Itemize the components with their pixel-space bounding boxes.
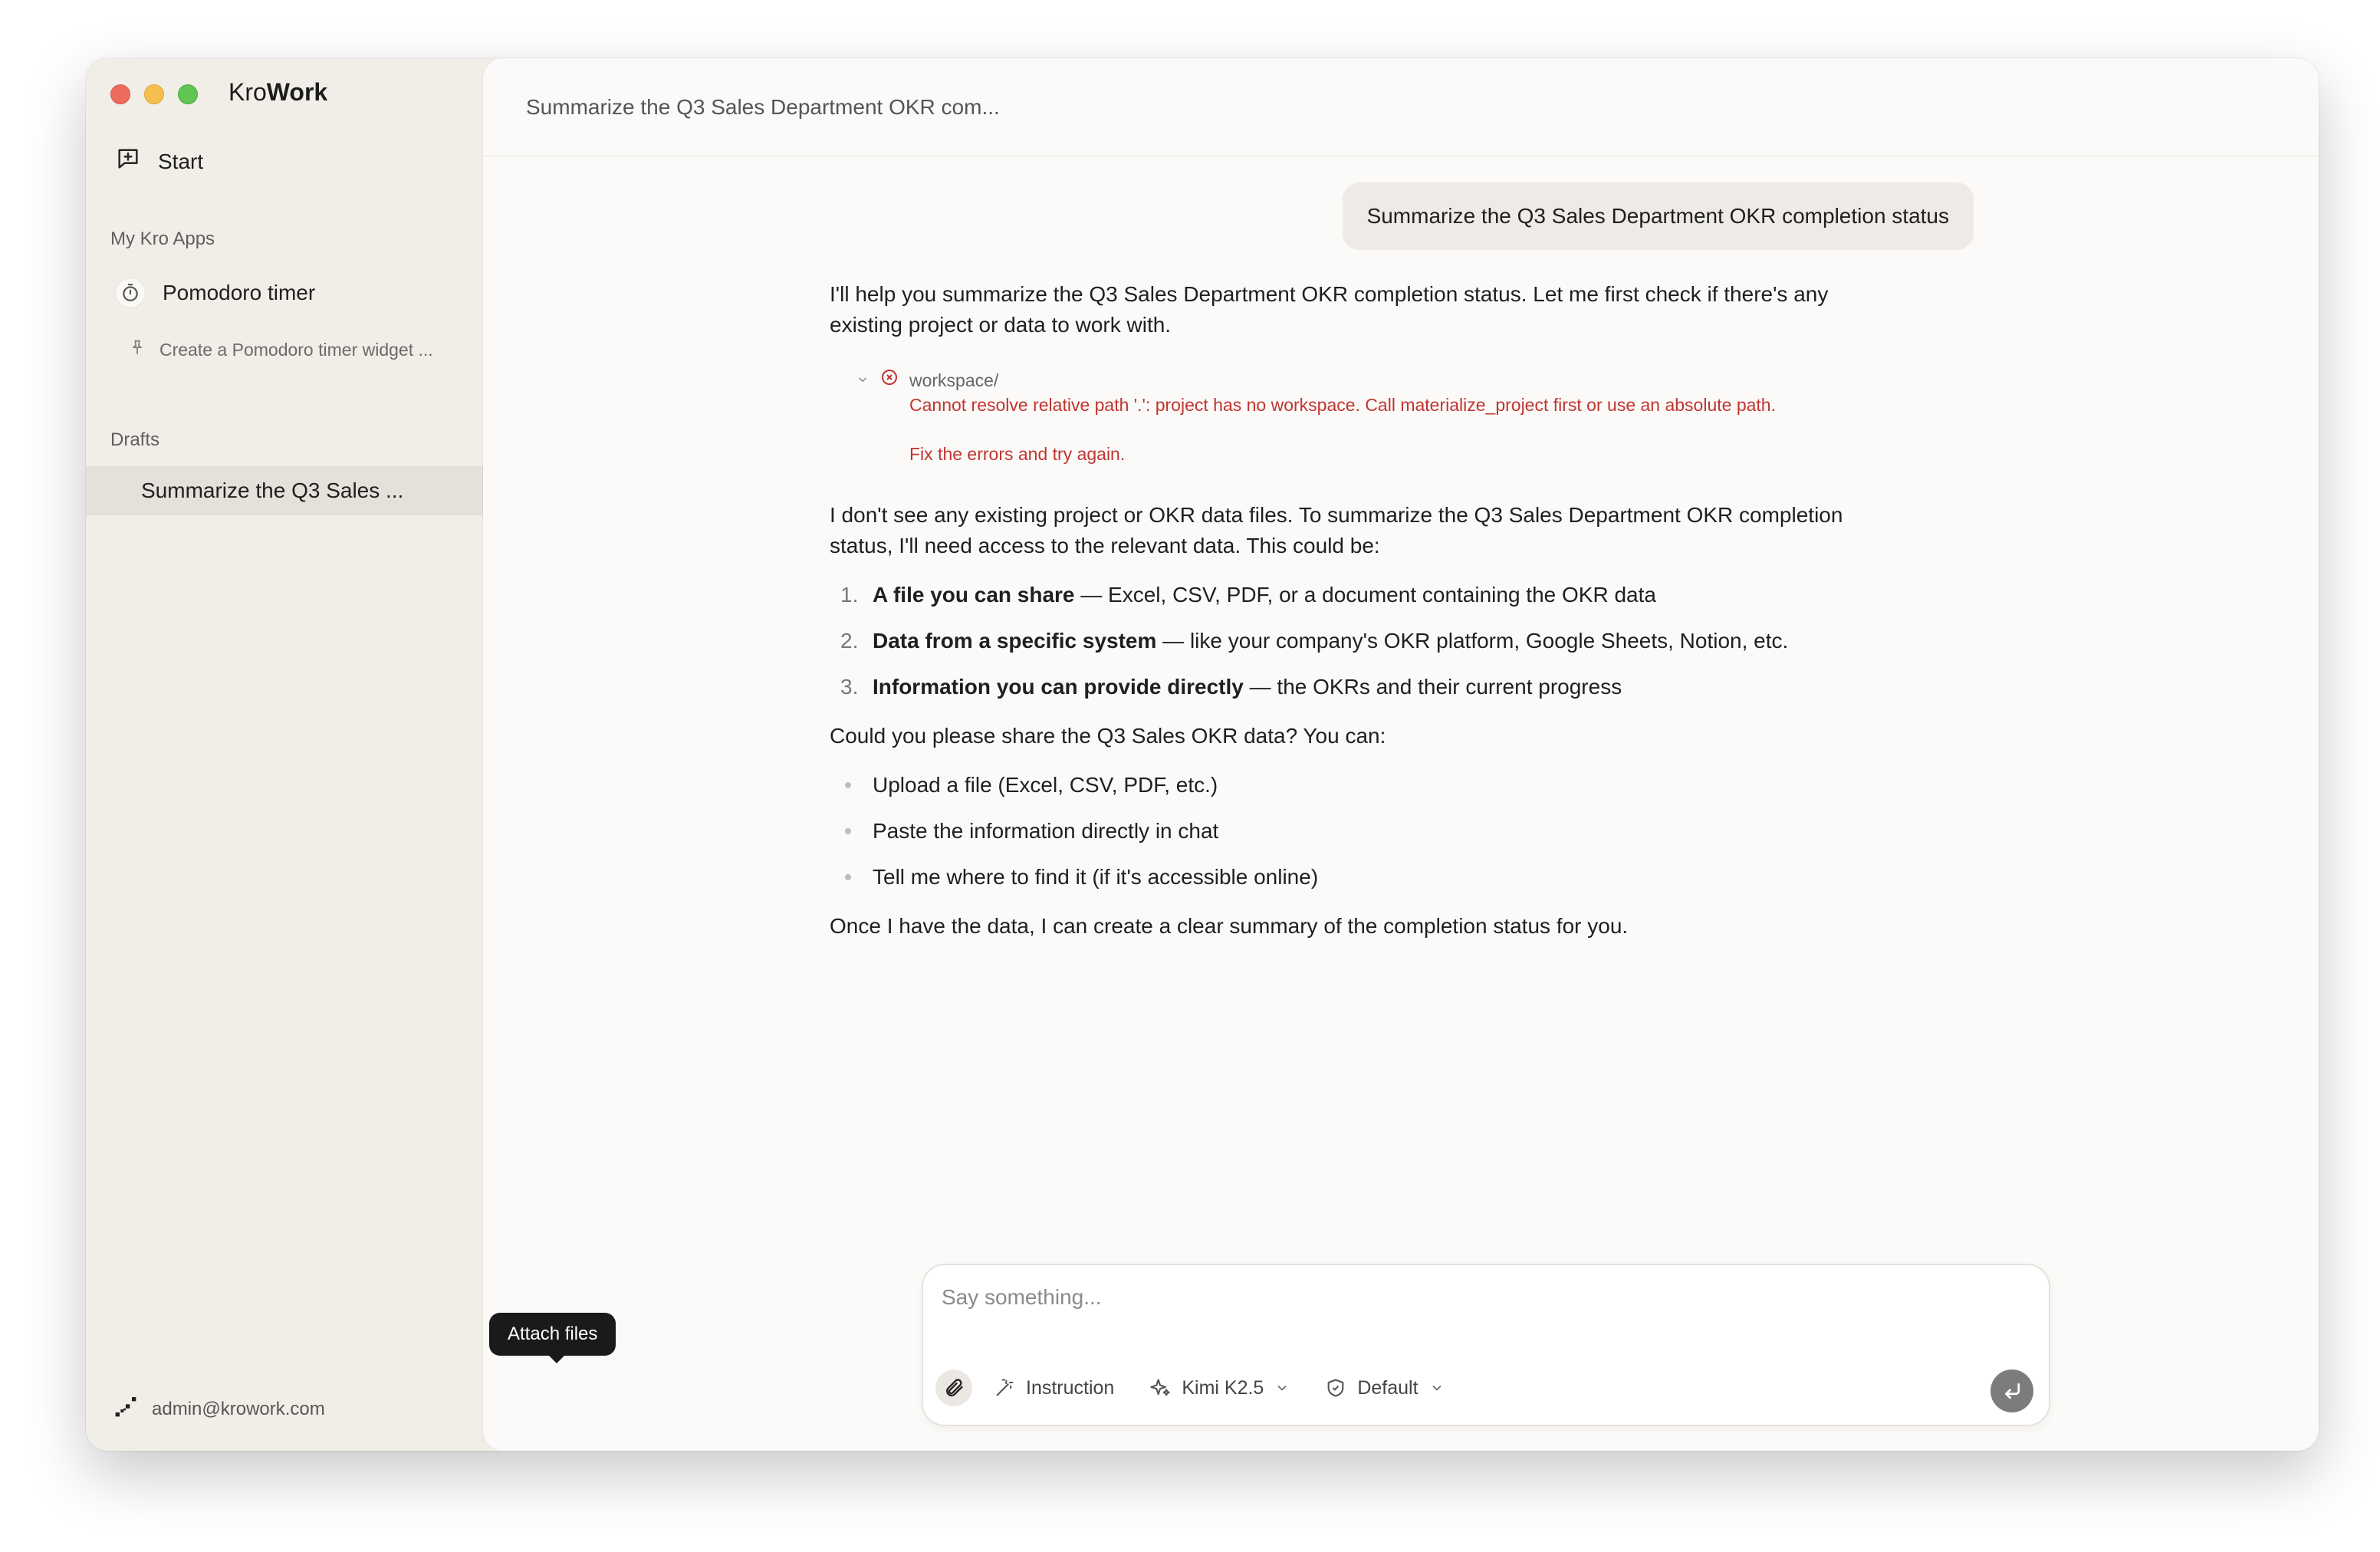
close-window-button[interactable] (110, 84, 130, 104)
instruction-button[interactable] (994, 1377, 1114, 1399)
instruction-label: Instruction (1026, 1376, 1115, 1399)
draft-item-label: Summarize the Q3 Sales ... (141, 478, 404, 502)
model-label: Kimi K2.5 (1182, 1376, 1264, 1399)
composer-toolbar (935, 1370, 1480, 1406)
list-item-number: 1. (840, 583, 859, 607)
pin-icon (129, 339, 146, 360)
app-title (228, 78, 327, 107)
app-title-prefix: Kro (228, 78, 267, 106)
assistant-intro: I'll help you summarize the Q3 Sales Department OKR completion status. Let me first check if there's any existing project or data to work with. (830, 282, 1829, 337)
bullet-list (830, 770, 1903, 893)
shield-icon (1325, 1377, 1346, 1399)
app-item-subtitle-text: Create a Pomodoro timer widget ... (159, 339, 433, 360)
bullet-item (830, 862, 1903, 893)
assistant-closing: Once I have the data, I can create a clear summary of the completion status for you. (830, 914, 1629, 938)
mode-label: Default (1357, 1376, 1418, 1399)
list-item-bold: Data from a specific system (873, 629, 1157, 653)
message-composer (922, 1264, 2050, 1426)
tool-call-header[interactable] (856, 368, 1903, 393)
sparkle-icon (1149, 1377, 1171, 1399)
list-item (830, 672, 1903, 702)
my-apps-section-label: My Kro Apps (110, 229, 215, 249)
start-label: Start (158, 149, 204, 173)
tool-call-block (856, 368, 1903, 466)
window-controls (110, 84, 198, 104)
minimize-window-button[interactable] (144, 84, 164, 104)
assistant-message (830, 279, 1903, 942)
error-circle-icon (880, 368, 899, 393)
bullet-text: Upload a file (Excel, CSV, PDF, etc.) (873, 773, 1218, 797)
bullet-dot (830, 874, 873, 880)
list-item-number: 2. (840, 629, 859, 653)
app-item-label: Pomodoro timer (163, 281, 316, 304)
bullet-item (830, 770, 1903, 801)
bullet-text: Tell me where to find it (if it's accessible online) (873, 865, 1319, 889)
send-button[interactable] (1990, 1370, 2033, 1412)
model-selector[interactable] (1149, 1377, 1290, 1399)
tool-call-error: Cannot resolve relative path '.': project has no workspace. Call materialize_project first or use an absolute path. (909, 395, 1776, 415)
sidebar (86, 58, 483, 1451)
tool-call-hint: Fix the errors and try again. (909, 444, 1126, 464)
new-chat-icon (115, 146, 141, 177)
chat-panel (483, 58, 2319, 1451)
user-message-bubble (1343, 182, 1974, 250)
user-message-text: Summarize the Q3 Sales Department OKR completion status (1366, 204, 1949, 228)
tool-call-path: workspace/ (909, 370, 999, 390)
list-item (830, 626, 1903, 656)
assistant-para3: Could you please share the Q3 Sales OKR data? You can: (830, 724, 1386, 748)
bullet-dot (830, 782, 873, 788)
start-nav-item[interactable] (115, 146, 203, 177)
user-email: admin@krowork.com (152, 1398, 325, 1419)
mode-selector[interactable] (1325, 1377, 1444, 1399)
magic-wand-icon (994, 1377, 1015, 1399)
tooltip-text: Attach files (508, 1323, 598, 1344)
app-item-pomodoro[interactable] (115, 278, 315, 308)
drafts-section-label: Drafts (110, 429, 160, 450)
bullet-text: Paste the information directly in chat (873, 819, 1219, 843)
chat-title: Summarize the Q3 Sales Department OKR com... (526, 94, 1000, 119)
list-item-rest: — the OKRs and their current progress (1243, 675, 1622, 699)
message-input[interactable] (942, 1285, 1938, 1310)
options-list (830, 580, 1903, 702)
maximize-window-button[interactable] (178, 84, 198, 104)
user-account[interactable] (113, 1394, 325, 1424)
list-item-number: 3. (840, 675, 859, 699)
list-item-bold: A file you can share (873, 583, 1075, 607)
chevron-down-icon[interactable] (856, 368, 869, 393)
assistant-para2: I don't see any existing project or OKR data files. To summarize the Q3 Sales Department OKR completion status, I'll need access to the relevant data. This could be: (830, 503, 1843, 557)
chevron-down-icon (1274, 1380, 1290, 1396)
chat-header (483, 58, 2319, 156)
draft-item[interactable] (86, 466, 483, 515)
app-item-subtitle[interactable] (129, 339, 474, 360)
list-item-rest: — like your company's OKR platform, Google Sheets, Notion, etc. (1156, 629, 1789, 653)
bullet-dot (830, 828, 873, 834)
chevron-down-icon (1429, 1380, 1445, 1396)
app-window (86, 58, 2319, 1451)
attach-files-tooltip (489, 1313, 616, 1356)
timer-icon (115, 278, 146, 308)
paperclip-icon (943, 1377, 965, 1399)
list-item (830, 580, 1903, 610)
list-item-rest: — Excel, CSV, PDF, or a document containing the OKR data (1074, 583, 1656, 607)
list-item-bold: Information you can provide directly (873, 675, 1244, 699)
enter-arrow-icon (2000, 1379, 2023, 1402)
attach-files-button[interactable] (935, 1370, 972, 1406)
bullet-item (830, 816, 1903, 847)
user-avatar-icon (113, 1394, 138, 1424)
app-title-suffix: Work (266, 78, 328, 106)
